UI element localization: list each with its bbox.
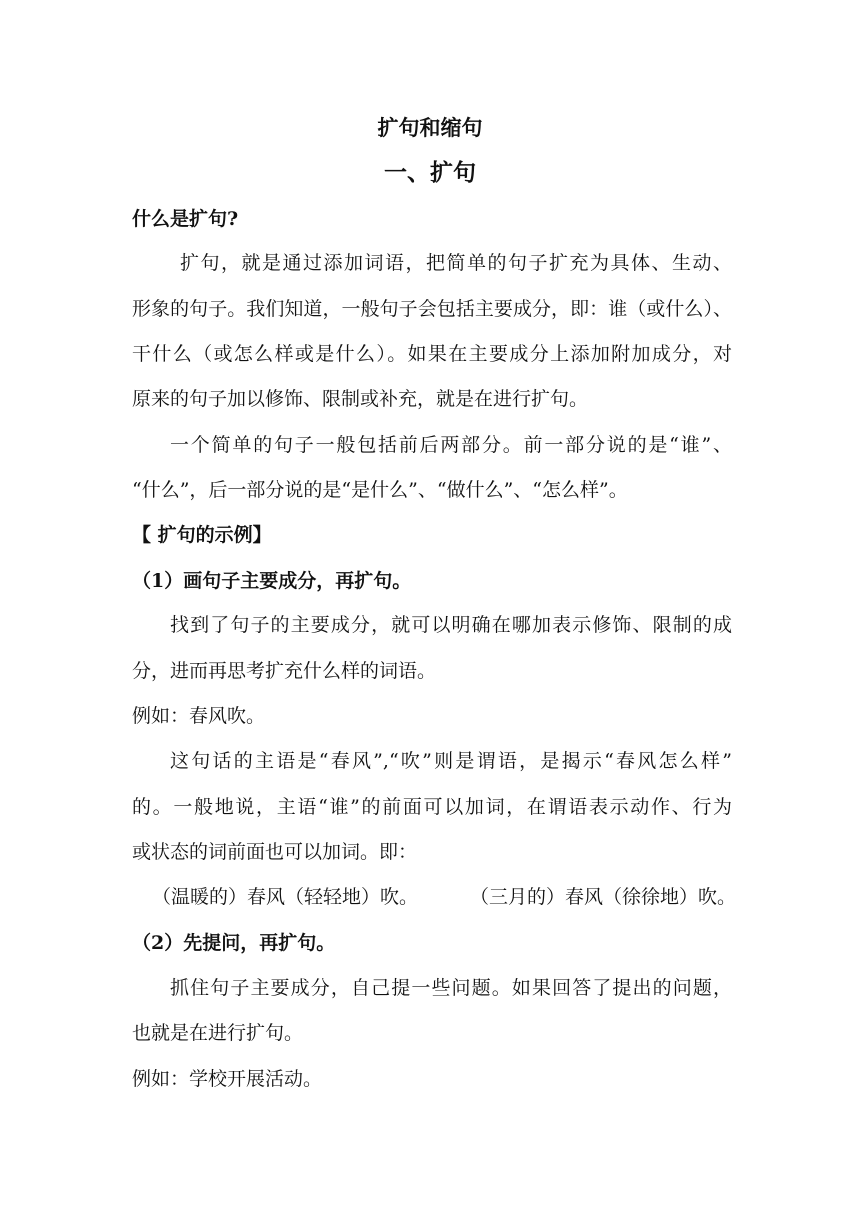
method-1-example: 例如：春风吹。 (132, 705, 266, 727)
method-1-heading: （1）画句子主要成分，再扩句。 (132, 570, 412, 592)
definition-line: 干什么（或怎么样或是什么）。如果在主要成分上添加附加成分，对 (132, 343, 732, 365)
method-1-explanation-line: 这句话的主语是“春风”,“吹”则是谓语，是揭示“春风怎么样” (170, 750, 732, 772)
definition-line: 形象的句子。我们知道，一般句子会包括主要成分，即：谁（或什么）、 (132, 298, 732, 320)
method-1-explanation-line: 或状态的词前面也可以加词。即： (132, 841, 418, 863)
document-title: 扩句和缩句 (377, 115, 483, 140)
expanded-sentence-a: （温暖的）春风（轻轻地）吹。 (152, 886, 419, 908)
structure-line: 一个简单的句子一般包括前后两部分。前一部分说的是“谁”、 (170, 434, 732, 456)
definition-line: 扩句，就是通过添加词语，把简单的句子扩充为具体、生动、 (180, 252, 732, 274)
section-heading: 一、扩句 (384, 159, 476, 186)
method-2-heading: （2）先提问，再扩句。 (132, 932, 336, 954)
method-1-line: 找到了句子的主要成分，就可以明确在哪加表示修饰、限制的成 (170, 614, 732, 636)
structure-line: “什么”，后一部分说的是“是什么”、“做什么”、“怎么样”。 (132, 479, 628, 501)
method-2-line: 抓住句子主要成分，自己提一些问题。如果回答了提出的问题， (170, 977, 732, 999)
method-2-line: 也就是在进行扩句。 (132, 1022, 304, 1044)
question-heading: 什么是扩句? (132, 208, 239, 230)
method-2-example: 例如：学校开展活动。 (132, 1068, 323, 1090)
method-1-line: 分，进而再思考扩充什么样的词语。 (132, 660, 437, 682)
method-1-explanation-line: 的。一般地说，主语“谁”的前面可以加词，在谓语表示动作、行为 (132, 796, 732, 818)
expanded-sentence-b: （三月的）春风（徐徐地）吹。 (470, 886, 737, 908)
examples-heading: 【 扩句的示例】 (132, 524, 272, 546)
definition-line: 原来的句子加以修饰、限制或补充，就是在进行扩句。 (132, 388, 589, 410)
